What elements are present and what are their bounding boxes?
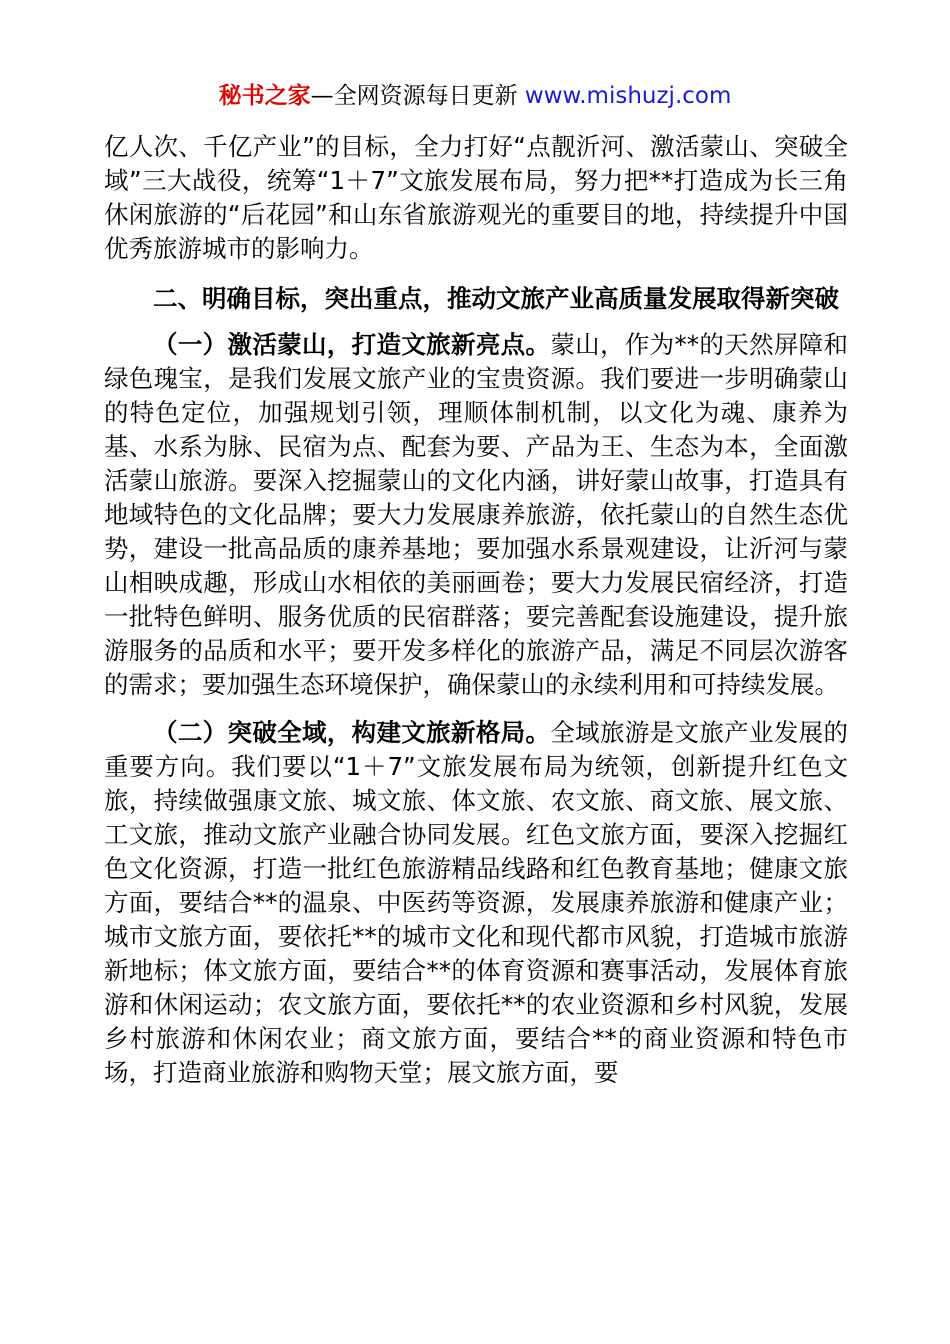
- subsection-1: [104, 328, 848, 702]
- site-tagline: —全网资源每日更新: [310, 83, 518, 109]
- site-header: [0, 78, 950, 114]
- site-url-link[interactable]: www.mishuzj.com: [524, 83, 732, 109]
- paragraph-continuation: 亿人次、千亿产业”的目标，全力打好“点靓沂河、激活蒙山、突破全域”三大战役，统筹“1＋7”文旅发展布局，努力把**打造成为长三角休闲旅游的“后花园”和山东省旅游观光的重要目的地，持续提升中国优秀旅游城市的影响力。: [104, 132, 848, 263]
- subsection-2: [104, 716, 848, 1090]
- subsection-1-text: 蒙山，作为**的天然屏障和绿色瑰宝，是我们发展文旅产业的宝贵资源。我们要进一步明确蒙山的特色定位，加强规划引领，理顺体制机制，以文化为魂、康养为基、水系为脉、民宿为点、配套为要、产品为王、生态为本，全面激活蒙山旅游。要深入挖掘蒙山的文化内涵，讲好蒙山故事，打造具有地域特色的文化品牌；要大力发展康养旅游，依托蒙山的自然生态优势，建设一批高品质的康养基地；要加强水系景观建设，让沂河与蒙山相映成趣，形成山水相依的美丽画卷；要大力发展民宿经济，打造一批特色鲜明、服务优质的民宿群落；要完善配套设施建设，提升旅游服务的品质和水平；要开发多样化的旅游产品，满足不同层次游客的需求；要加强生态环境保护，确保蒙山的永续利用和可持续发展。: [104, 330, 849, 699]
- subsection-1-heading: （一）激活蒙山，打造文旅新亮点。: [153, 330, 551, 359]
- section-heading: 二、明确目标，突出重点，推动文旅产业高质量发展取得新突破: [153, 284, 839, 313]
- subsection-2-text: 全域旅游是文旅产业发展的重要方向。我们要以“1＋7”文旅发展布局为统领，创新提升红色文旅，持续做强康文旅、城文旅、体文旅、农文旅、商文旅、展文旅、工文旅，推动文旅产业融合协同发展。红色文旅方面，要深入挖掘红色文化资源，打造一批红色旅游精品线路和红色教育基地；健康文旅方面，要结合**的温泉、中医药等资源，发展康养旅游和健康产业；城市文旅方面，要依托**的城市文化和现代都市风貌，打造城市旅游新地标；体文旅方面，要结合**的体育资源和赛事活动，发展体育旅游和休闲运动；农文旅方面，要依托**的农业资源和乡村风貌，发展乡村旅游和休闲农业；商文旅方面，要结合**的商业资源和特色市场，打造商业旅游和购物天堂；展文旅方面，要: [104, 718, 849, 1087]
- site-brand: 秘书之家: [218, 83, 311, 109]
- document-body: [104, 130, 848, 1090]
- subsection-2-heading: （二）突破全域，构建文旅新格局。: [153, 718, 551, 747]
